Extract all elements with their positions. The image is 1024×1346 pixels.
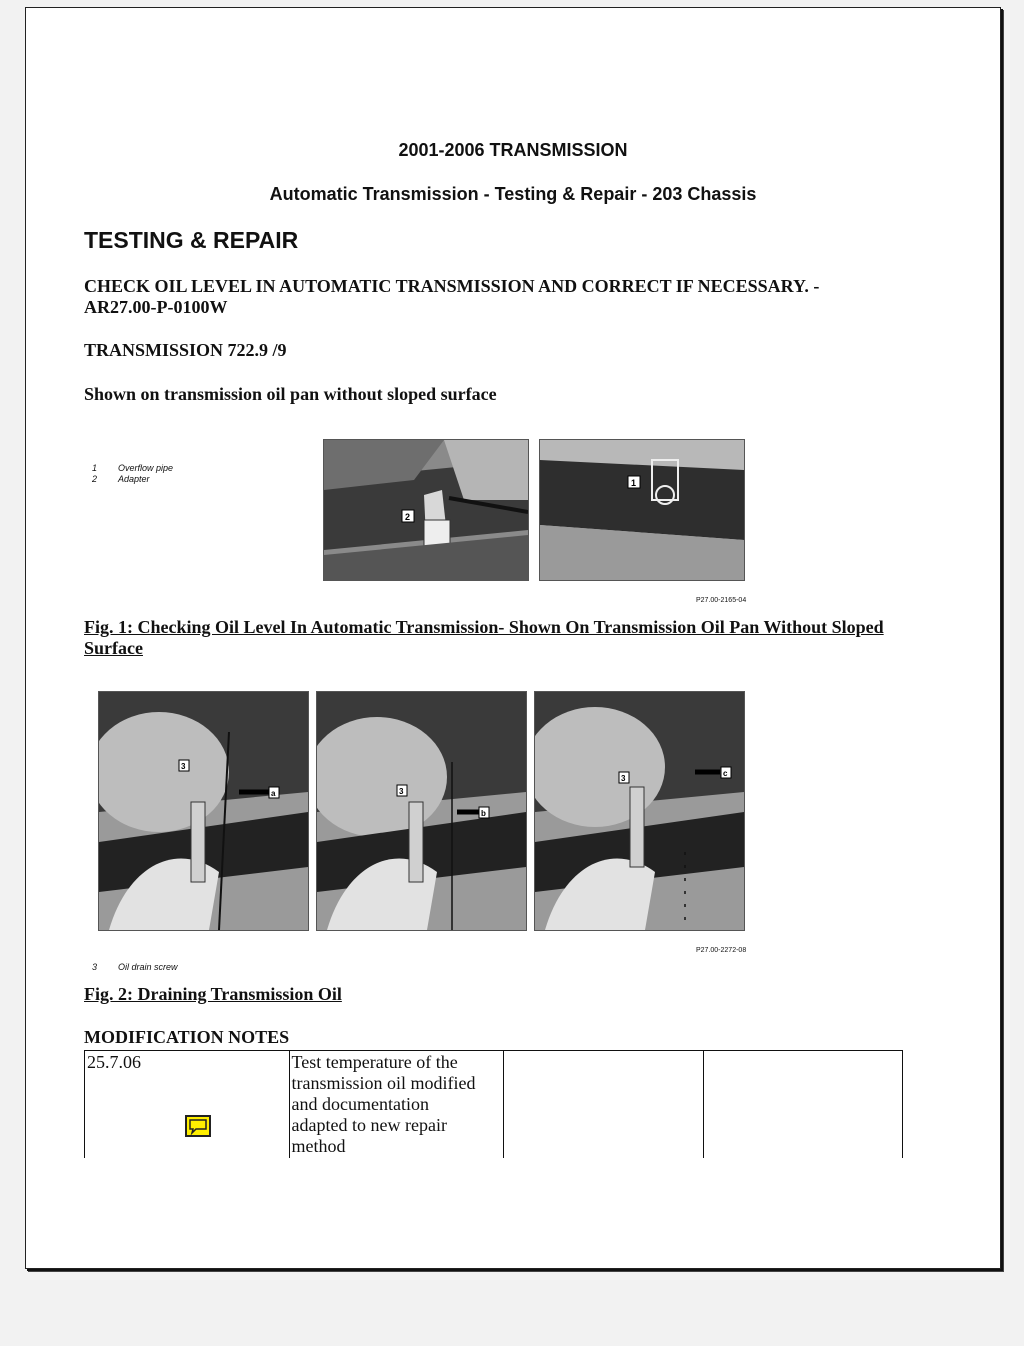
figure2-code: P27.00-2272-08 (696, 947, 747, 954)
figure1-callout-1: 1 (631, 478, 637, 488)
document-header-subtitle: Automatic Transmission - Testing & Repair - 203 Chassis (269, 184, 757, 204)
figure2-callout-3b: 3 (399, 787, 404, 796)
figure1-caption (84, 617, 954, 659)
figure1-photo-overflow-pipe (539, 439, 745, 581)
modification-notes-table (84, 1050, 903, 1158)
figure1-caption-line2: Surface (84, 638, 143, 658)
figure2-callout-3a: 3 (181, 762, 186, 771)
figure2-photo-a-graphic (99, 692, 308, 930)
procedure-title (84, 276, 819, 318)
figure1-legend (92, 463, 173, 485)
figure2-callout-3c: 3 (621, 774, 626, 783)
figure2-arrow-label-a: a (271, 789, 276, 798)
table-cell-empty (703, 1051, 902, 1159)
table-cell-date: 25.7.06 (85, 1051, 290, 1159)
figure2-photo-b (316, 691, 527, 931)
procedure-title-line1: CHECK OIL LEVEL IN AUTOMATIC TRANSMISSION AND CORRECT IF NECESSARY. - (84, 276, 820, 296)
table-row (85, 1051, 903, 1159)
figure2-photo-c-graphic (535, 692, 744, 930)
figure2-arrow-label-b: b (481, 809, 486, 818)
figure1-photo-adapter (323, 439, 529, 581)
figure1-callout-2: 2 (405, 512, 411, 522)
figure1-caption-line1: Fig. 1: Checking Oil Level In Automatic Transmission- Shown On Transmission Oil Pan Without Sloped (84, 617, 884, 637)
figure1-photo-overflow-pipe-graphic (540, 440, 744, 580)
figure1-code: P27.00-2165-04 (696, 597, 747, 604)
legend-item: 3 Oil drain screw (92, 962, 178, 972)
modification-notes-title: MODIFICATION NOTES (84, 1027, 290, 1047)
figure2-caption: Fig. 2: Draining Transmission Oil (84, 984, 342, 1004)
document-page (25, 7, 1001, 1269)
document-header-title: 2001-2006 TRANSMISSION (398, 140, 628, 160)
figure2-photo-b-graphic (317, 692, 526, 930)
figure2-legend (92, 962, 178, 973)
section-title: TESTING & REPAIR (84, 227, 299, 253)
figure2-photo-c (534, 691, 745, 931)
figure2-photo-a (98, 691, 309, 931)
figure2-arrow-label-c: c (723, 769, 728, 778)
table-cell-description: Test temperature of the transmission oil modified and documentation adapted to new repair method (289, 1051, 504, 1159)
transmission-label: TRANSMISSION 722.9 /9 (84, 340, 287, 360)
procedure-title-line2: AR27.00-P-0100W (84, 297, 228, 317)
note-speech-bubble-icon[interactable] (185, 1115, 211, 1137)
legend-item: 2 Adapter (92, 474, 150, 484)
table-cell-empty (504, 1051, 703, 1159)
shown-on-label: Shown on transmission oil pan without sloped surface (84, 384, 497, 404)
legend-item: 1 Overflow pipe (92, 463, 174, 473)
figure1-photo-adapter-graphic (324, 440, 528, 580)
